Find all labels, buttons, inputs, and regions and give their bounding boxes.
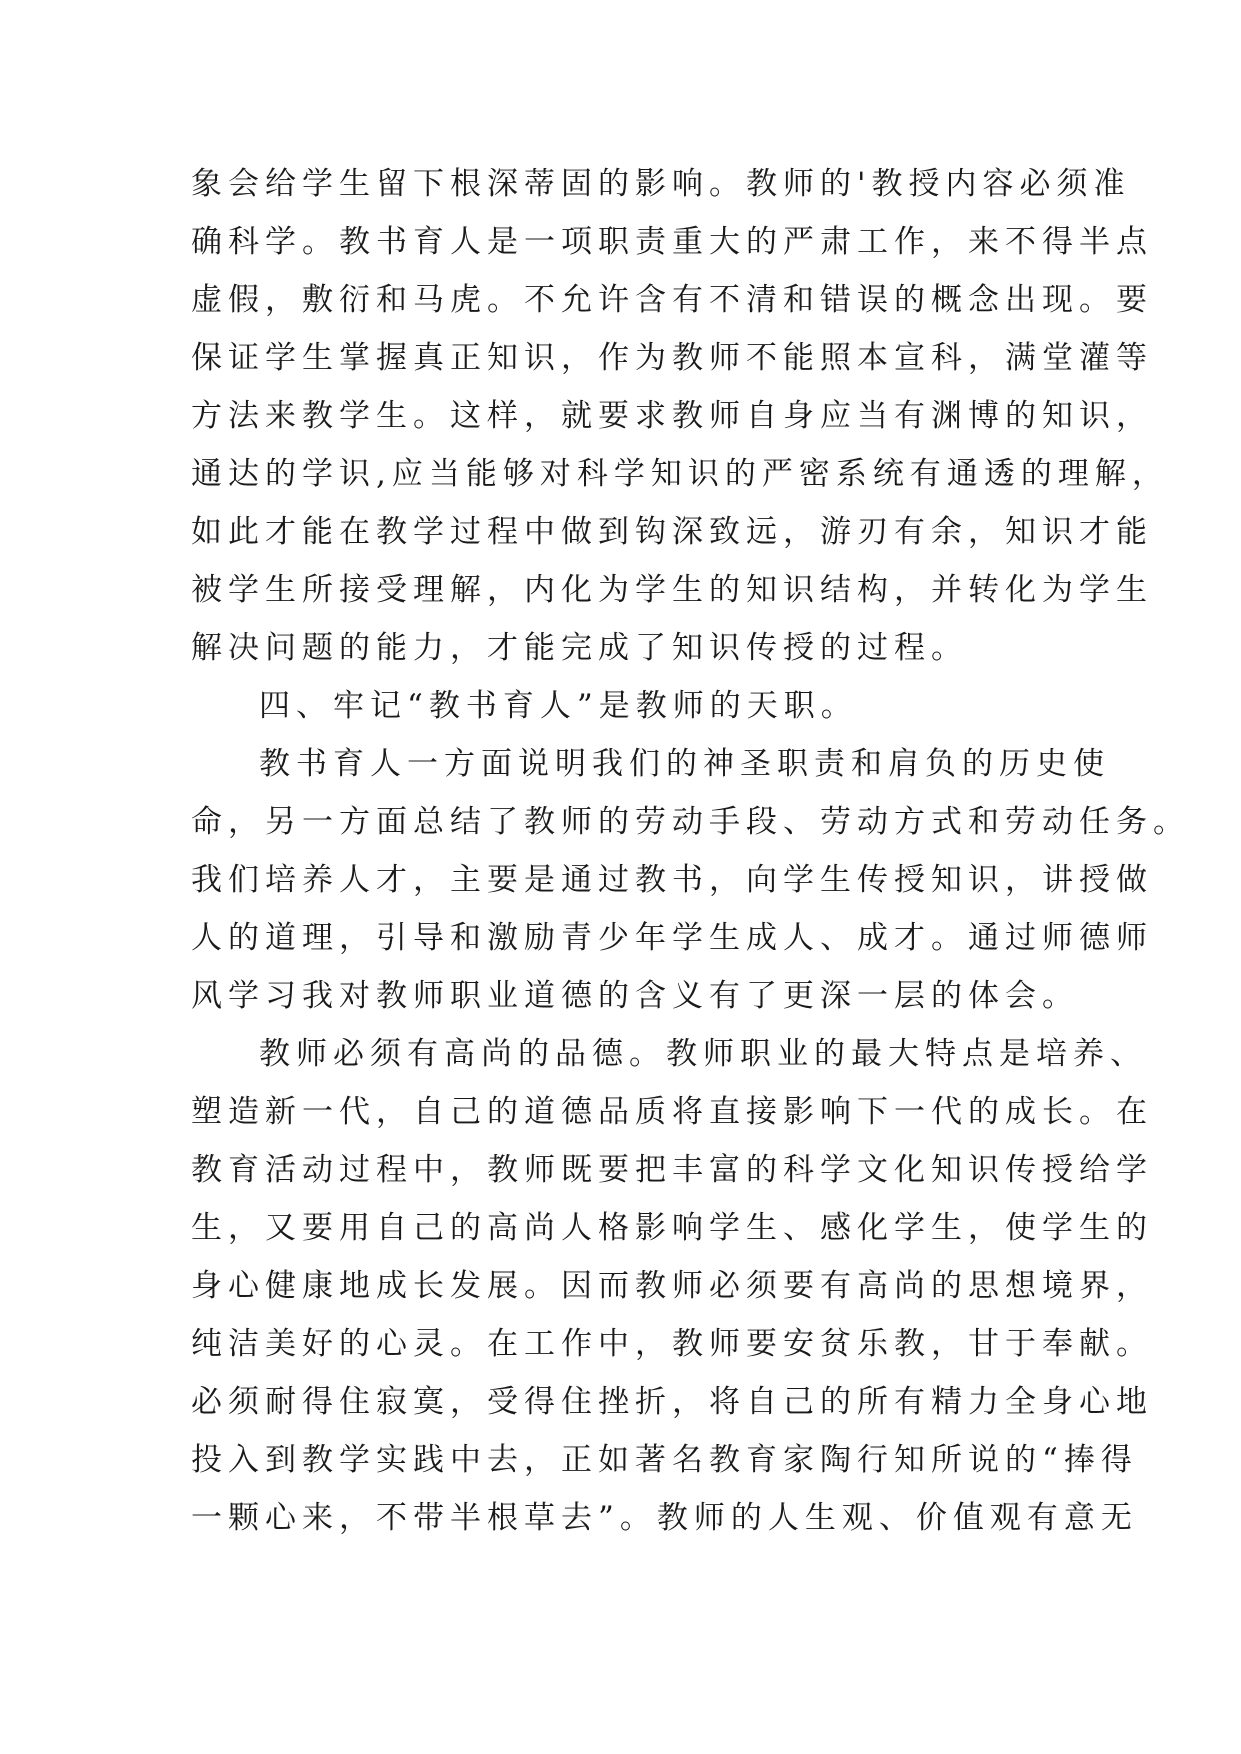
text-line: 塑造新一代，自己的道德品质将直接影响下一代的成长。在 — [191, 1094, 1153, 1130]
text-line: 必须耐得住寂寞，受得住挫折，将自己的所有精力全身心地 — [191, 1384, 1153, 1420]
text-line: 纯洁美好的心灵。在工作中，教师要安贫乐教，甘于奉献。 — [191, 1326, 1153, 1362]
text-line: 人的道理，引导和激励青少年学生成人、成才。通过师德师 — [191, 920, 1153, 956]
text-line: 保证学生掌握真正知识，作为教师不能照本宣科，满堂灌等 — [191, 340, 1153, 376]
text-line: 教育活动过程中，教师既要把丰富的科学文化知识传授给学 — [191, 1152, 1153, 1188]
text-line: 命，另一方面总结了教师的劳动手段、劳动方式和劳动任务。 — [191, 804, 1190, 840]
text-line: 如此才能在教学过程中做到钩深致远，游刃有余，知识才能 — [191, 514, 1153, 550]
paragraph-start: 教师必须有高尚的品德。教师职业的最大特点是培养、 — [259, 1036, 1147, 1072]
body-text — [191, 155, 1190, 1547]
text-line: 象会给学生留下根深蒂固的影响。教师的'教授内容必须准 — [191, 166, 1131, 202]
text-line: 解决问题的能力，才能完成了知识传授的过程。 — [191, 630, 968, 666]
text-line: 风学习我对教师职业道德的含义有了更深一层的体会。 — [191, 978, 1079, 1014]
text-line: 方法来教学生。这样，就要求教师自身应当有渊博的知识， — [191, 398, 1153, 434]
text-line: 被学生所接受理解，内化为学生的知识结构，并转化为学生 — [191, 572, 1153, 608]
text-line: 投入到教学实践中去，正如著名教育家陶行知所说的“捧得 — [191, 1442, 1138, 1478]
text-line: 虚假，敷衍和马虎。不允许含有不清和错误的概念出现。要 — [191, 282, 1153, 318]
text-line: 确科学。教书育人是一项职责重大的严肃工作，来不得半点 — [191, 224, 1153, 260]
text-line: 我们培养人才，主要是通过教书，向学生传授知识，讲授做 — [191, 862, 1153, 898]
section-heading: 四、牢记“教书育人”是教师的天职。 — [259, 688, 858, 724]
text-line: 通达的学识,应当能够对科学知识的严密系统有通透的理解， — [191, 456, 1169, 492]
text-line: 生，又要用自己的高尚人格影响学生、感化学生，使学生的 — [191, 1210, 1153, 1246]
text-line: 一颗心来，不带半根草去”。教师的人生观、价值观有意无 — [191, 1500, 1138, 1536]
text-line: 身心健康地成长发展。因而教师必须要有高尚的思想境界， — [191, 1268, 1153, 1304]
paragraph-start: 教书育人一方面说明我们的神圣职责和肩负的历史使 — [259, 746, 1110, 782]
